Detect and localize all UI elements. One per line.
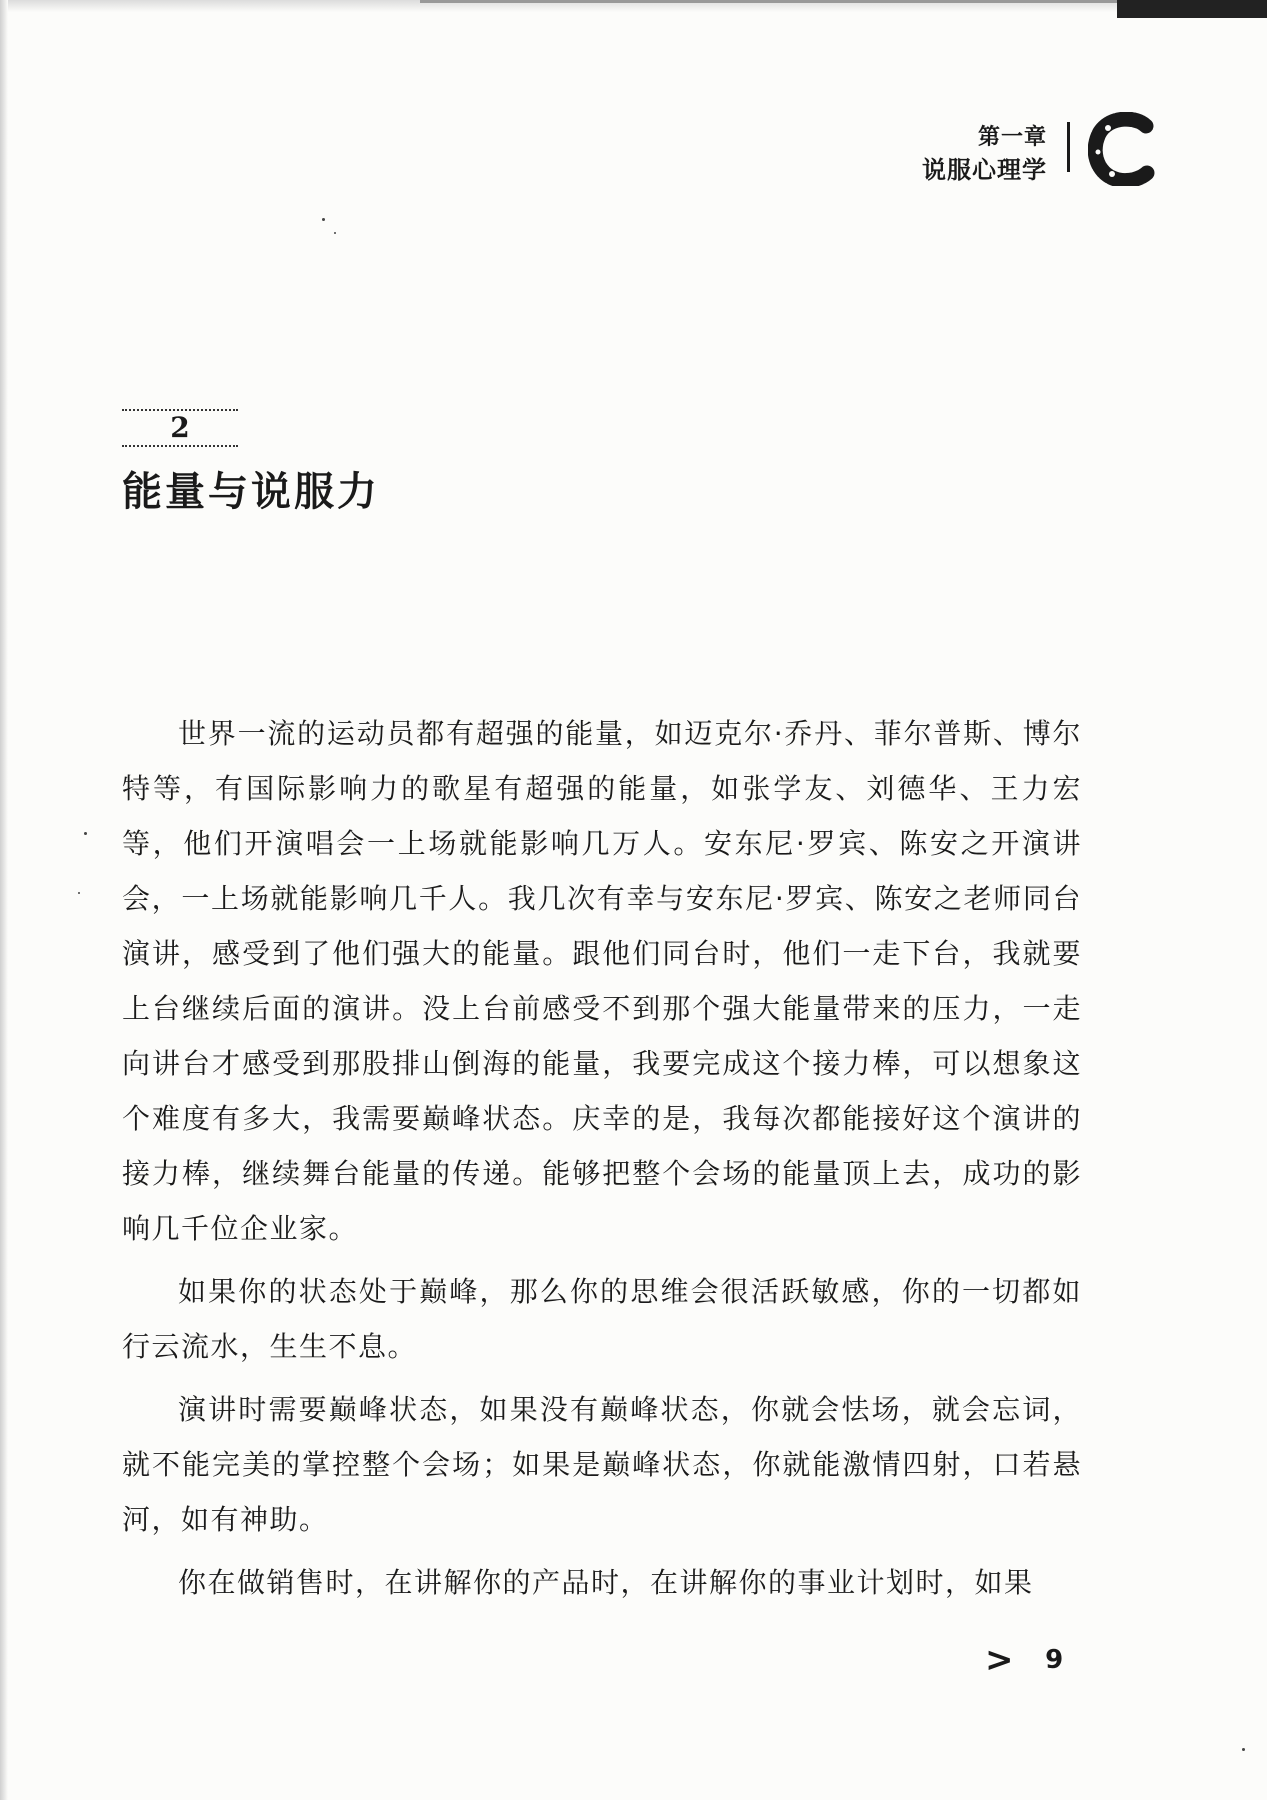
paragraph: 如果你的状态处于巅峰，那么你的思维会很活跃敏感，你的一切都如行云流水，生生不息。	[122, 1275, 1082, 1363]
dust-speck	[322, 218, 325, 221]
running-header-text	[922, 122, 1047, 186]
scan-shadow-left	[0, 0, 8, 1800]
header-divider	[1067, 122, 1070, 172]
chapter-title: 说服心理学	[922, 156, 1047, 184]
paragraph: 演讲时需要巅峰状态，如果没有巅峰状态，你就会怯场，就会忘词，就不能完美的掌控整个会场；如果是巅峰状态，你就能激情四射，口若悬河，如有神助。	[122, 1393, 1082, 1536]
scan-edge-line	[420, 0, 1120, 3]
dust-speck	[84, 832, 87, 835]
chapter-label: 第一章	[977, 125, 1047, 150]
section-title: 能量与说服力	[122, 469, 380, 515]
dust-speck	[334, 232, 336, 234]
paragraph: 世界一流的运动员都有超强的能量，如迈克尔·乔丹、菲尔普斯、博尔特等，有国际影响力的歌星有超强的能量，如张学友、刘德华、王力宏等，他们开演唱会一上场就能影响几万人。安东尼·罗宾、陈安之开演讲会，一上场就能影响几千人。我几次有幸与安东尼·罗宾、陈安之老师同台演讲，感受到了他们强大的能量。跟他们同台时，他们一走下台，我就要上台继续后面的演讲。没上台前感受不到那个强大能量带来的压力，一走向讲台才感受到那股排山倒海的能量，我要完成这个接力棒，可以想象这个难度有多大，我需要巅峰状态。庆幸的是，我每次都能接好这个演讲的接力棒，继续舞台能量的传递。能够把整个会场的能量顶上去，成功的影响几千位企业家。	[122, 717, 1082, 1245]
dotted-rule-bottom	[122, 445, 238, 447]
paragraph: 你在做销售时，在讲解你的产品时，在讲解你的事业计划时，如果	[178, 1566, 1034, 1599]
dust-speck	[78, 892, 80, 894]
dust-speck	[1242, 1748, 1245, 1751]
chevron-right-icon: >	[985, 1640, 1014, 1680]
chapter-c-icon	[1088, 112, 1158, 186]
page-footer	[985, 1640, 1063, 1680]
page-number: 9	[1045, 1645, 1064, 1675]
section-number-block	[122, 409, 238, 447]
section-number: 2	[170, 411, 190, 444]
scan-edge-dark	[1117, 0, 1267, 18]
body-text	[122, 706, 1082, 1618]
